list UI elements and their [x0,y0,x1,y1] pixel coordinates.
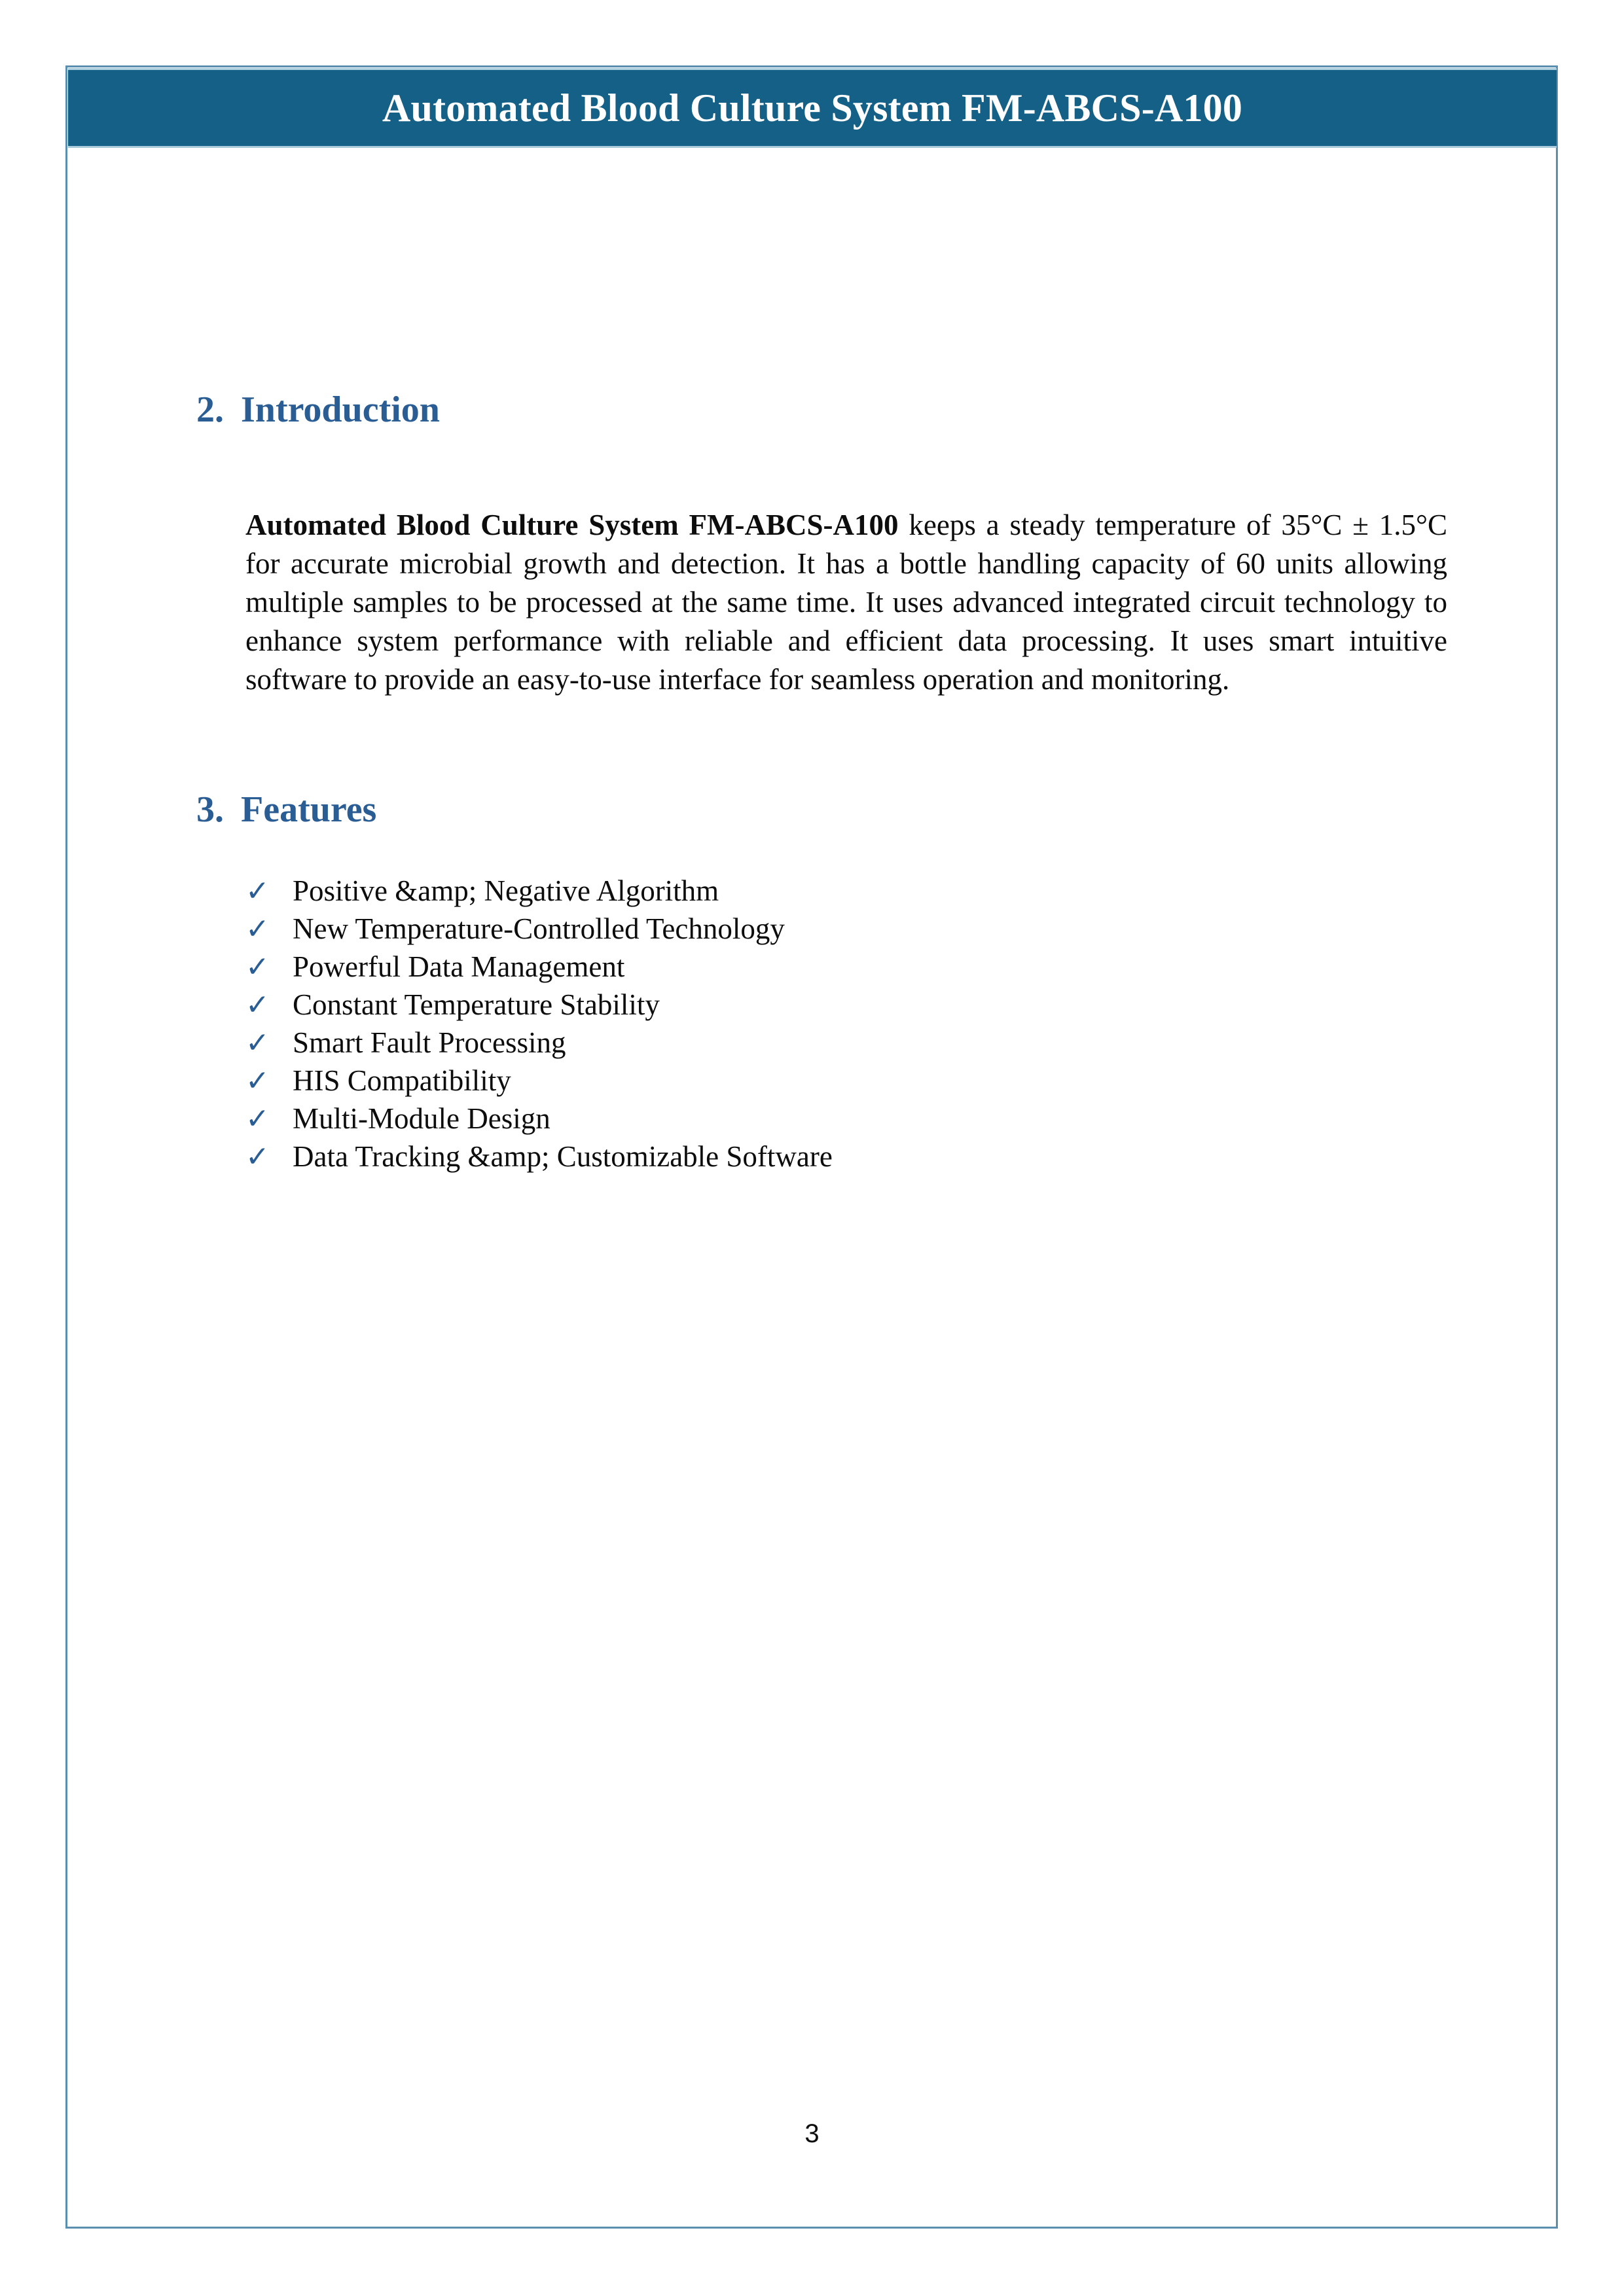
list-item [245,872,1358,910]
list-item [245,910,1358,948]
introduction-paragraph-lead: Automated Blood Culture System FM-ABCS-A100 [245,509,899,541]
checkmark-icon: ✓ [245,874,270,908]
feature-label: Data Tracking &amp; Customizable Software [293,1140,833,1173]
feature-label: HIS Compatibility [293,1064,511,1097]
checkmark-icon: ✓ [245,1064,270,1098]
document-title: Automated Blood Culture System FM-ABCS-A100 [382,86,1243,130]
section-number-introduction: 2. [196,389,224,430]
checkmark-icon: ✓ [245,950,270,984]
checkmark-icon: ✓ [245,1140,270,1174]
list-item [245,986,1358,1024]
list-item [245,1138,1358,1175]
feature-label: Multi-Module Design [293,1102,550,1135]
section-number-features: 3. [196,789,224,830]
feature-label: New Temperature-Controlled Technology [293,912,785,945]
introduction-paragraph-rest: keeps a steady temperature of 35°C ± 1.5°C for accurate microbial growth and detection. It has a bottle handling capacity of 60 units allowing multiple samples to be processed at the same time. It uses advanced integrated circuit technology to enhance system performance with reliable and efficient data processing. It uses smart intuitive software to provide an easy-to-use interface for seamless operation and monitoring. [245,509,1447,696]
features-list [245,872,1358,1175]
checkmark-icon: ✓ [245,912,270,946]
feature-label: Powerful Data Management [293,950,625,983]
feature-label: Constant Temperature Stability [293,988,660,1021]
list-item [245,1100,1358,1138]
section-title-features: Features [241,789,377,830]
page-number: 3 [804,2119,820,2148]
list-item [245,948,1358,986]
list-item [245,1024,1358,1062]
list-item [245,1062,1358,1100]
introduction-paragraph [245,506,1447,699]
section-title-introduction: Introduction [241,389,440,430]
checkmark-icon: ✓ [245,1102,270,1136]
checkmark-icon: ✓ [245,1026,270,1060]
section-heading-features [196,791,376,828]
feature-label: Smart Fault Processing [293,1026,566,1059]
feature-label: Positive &amp; Negative Algorithm [293,874,719,907]
section-heading-introduction [196,391,440,428]
checkmark-icon: ✓ [245,988,270,1022]
